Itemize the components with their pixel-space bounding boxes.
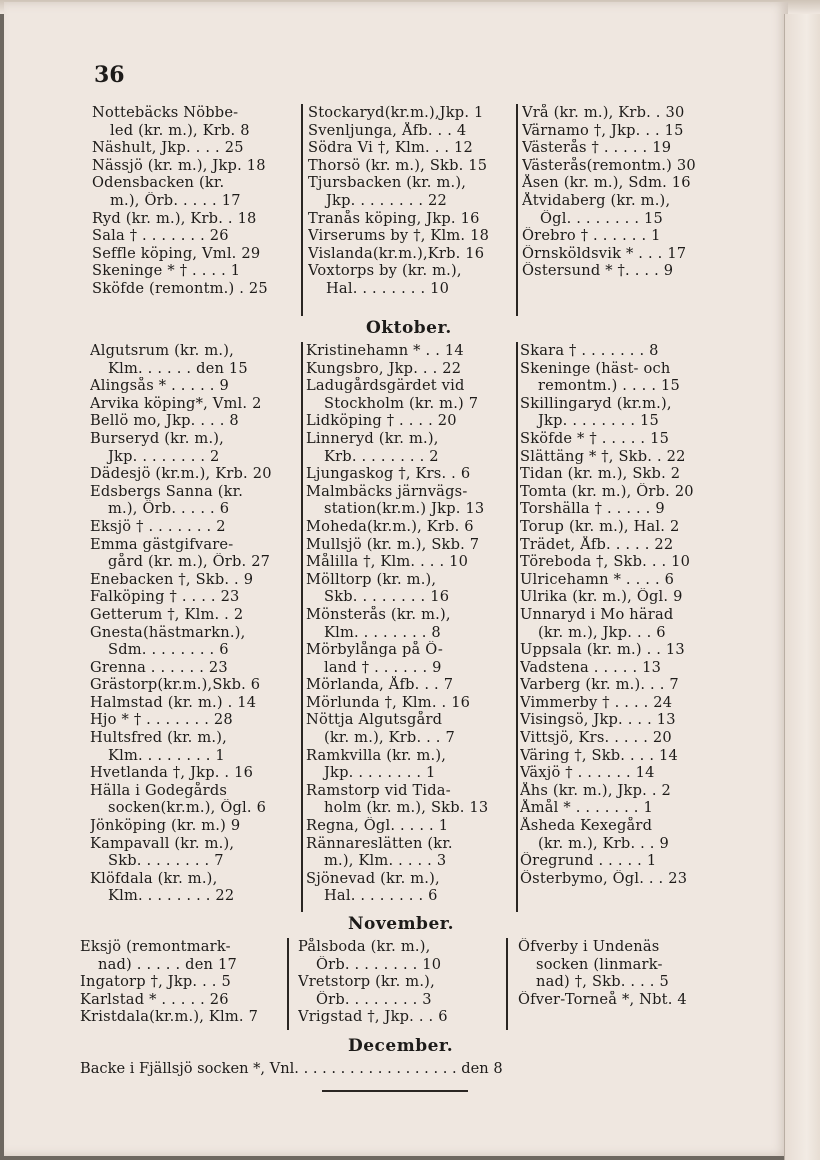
list-item: Hvetlanda †, Jkp. . 16 [90, 764, 254, 782]
list-item: Åmål * . . . . . . . 1 [520, 799, 653, 817]
column-divider [506, 938, 508, 1030]
list-item: Torshälla † . . . . . 9 [520, 500, 665, 518]
list-item: Tjursbacken (kr. m.), [308, 174, 467, 192]
month-heading-oktober: Oktober. [366, 318, 452, 338]
list-item: Ramkvilla (kr. m.), [306, 746, 447, 764]
list-item: Skb. . . . . . . . 16 [324, 588, 450, 606]
column-divider [287, 938, 289, 1030]
list-item: Örb. . . . . . . . 3 [316, 990, 432, 1008]
list-item: Ramstorp vid Tida- [306, 781, 451, 799]
list-item: gård (kr. m.), Örb. 27 [108, 553, 271, 571]
list-item: Enebacken †, Skb. . 9 [90, 570, 254, 588]
list-item: Jkp. . . . . . . . 1 [324, 764, 436, 782]
list-item: Mörbylånga på Ö- [306, 641, 444, 659]
closing-rule [322, 1090, 468, 1092]
column-divider [301, 342, 303, 912]
list-item: station(kr.m.) Jkp. 13 [324, 500, 485, 518]
list-item: Seffle köping, Vml. 29 [92, 244, 261, 262]
list-item: Åsen (kr. m.), Sdm. 16 [522, 174, 691, 192]
list-item: Jkp. . . . . . . . 15 [538, 412, 660, 430]
list-item: Värnamo †, Jkp. . . 15 [522, 121, 684, 139]
list-item: Åtvidaberg (kr. m.), [522, 191, 671, 209]
list-item: Slättäng * †, Skb. . 22 [520, 447, 686, 465]
page-edge [784, 14, 820, 1160]
list-item: Tidan (kr. m.), Skb. 2 [520, 465, 681, 483]
list-item: Ryd (kr. m.), Krb. . 18 [92, 209, 257, 227]
list-item: Mörlunda †, Klm. . 16 [306, 693, 471, 711]
list-item: Eksjö † . . . . . . . 2 [90, 517, 226, 535]
list-item: Mölltorp (kr. m.), [306, 570, 437, 588]
section-oktober [90, 342, 740, 912]
section-september [92, 104, 742, 316]
list-item: Varberg (kr. m.). . . 7 [520, 676, 679, 694]
list-item: Kristdala(kr.m.), Klm. 7 [80, 1008, 259, 1026]
list-item: Lidköping † . . . . 20 [306, 412, 457, 430]
column-3 [522, 104, 732, 280]
column-divider [301, 104, 303, 316]
list-item: Sdm. . . . . . . . 6 [108, 641, 229, 659]
month-heading-december: December. [348, 1036, 454, 1056]
list-item: Västerås(remontm.) 30 [522, 156, 696, 174]
list-item: Algutsrum (kr. m.), [90, 342, 234, 359]
list-item: Getterum †, Klm. . 2 [90, 605, 244, 623]
list-item: m.), Örb. . . . . 17 [110, 191, 241, 209]
list-item: Emma gästgifvare- [90, 535, 234, 553]
list-item: Klm. . . . . . . . 22 [108, 887, 235, 905]
list-item: Nässjö (kr. m.), Jkp. 18 [92, 156, 266, 174]
list-item: Ladugårdsgärdet vid [306, 377, 465, 395]
column-1 [92, 104, 298, 298]
list-item: Skeninge (häst- och [520, 359, 671, 377]
list-item: nad) . . . . . den 17 [98, 955, 237, 973]
list-item: Edsbergs Sanna (kr. [90, 482, 244, 500]
list-item: Eksjö (remontmark- [80, 938, 231, 955]
list-item: Västerås † . . . . . 19 [522, 139, 672, 157]
list-item: holm (kr. m.), Skb. 13 [324, 799, 489, 817]
list-item: Åsheda Kexegård [520, 817, 653, 835]
list-item: remontm.) . . . . 15 [538, 377, 680, 395]
list-item: Voxtorps by (kr. m.), [308, 262, 462, 280]
list-item: Skeninge * † . . . . 1 [92, 262, 241, 280]
list-item: Stockholm (kr. m.) 7 [324, 394, 479, 412]
list-item: Målilla †, Klm. . . . 10 [306, 553, 469, 571]
list-item: Unnaryd i Mo härad [520, 605, 674, 623]
list-item: Sköfde (remontm.) . 25 [92, 279, 268, 297]
list-item: Sala † . . . . . . . 26 [92, 227, 229, 245]
list-item: Örebro † . . . . . . 1 [522, 227, 661, 245]
list-item: Visingsö, Jkp. . . . 13 [520, 711, 676, 729]
list-item: Växjö † . . . . . . 14 [520, 764, 655, 782]
list-item: Öfver-Torneå *, Nbt. 4 [518, 990, 687, 1008]
list-item: socken(kr.m.), Ögl. 6 [108, 799, 267, 817]
list-item: Åhs (kr. m.), Jkp. . 2 [520, 781, 671, 799]
page-number: 36 [94, 62, 125, 88]
list-item: Nöttja Algutsgård [306, 711, 443, 729]
list-item: m.), Klm. . . . . 3 [324, 852, 447, 870]
list-item: Grästorp(kr.m.),Skb. 6 [90, 676, 261, 694]
list-item: Nottebäcks Nöbbe- [92, 104, 239, 121]
column-3 [520, 342, 730, 887]
list-item: Arvika köping*, Vml. 2 [90, 394, 262, 412]
december-entry: Backe i Fjällsjö socken *, Vnl. . . . . . . . . . . . . . . . . . den 8 [80, 1060, 503, 1077]
list-item: Tranås köping, Jkp. 16 [308, 209, 480, 227]
month-heading-november: November. [348, 914, 455, 934]
list-item: Virserums by †, Klm. 18 [308, 227, 490, 245]
list-item: land † . . . . . . 9 [324, 658, 442, 676]
list-item: (kr. m.), Jkp. . . 6 [538, 623, 666, 641]
list-item: Näshult, Jkp. . . . 25 [92, 139, 244, 157]
list-item: Vrigstad †, Jkp. . . 6 [298, 1008, 448, 1026]
list-item: Mullsjö (kr. m.), Skb. 7 [306, 535, 480, 553]
list-item: Thorsö (kr. m.), Skb. 15 [308, 156, 488, 174]
section-november [80, 938, 740, 1030]
column-2 [298, 938, 504, 1026]
list-item: Vadstena . . . . . 13 [520, 658, 662, 676]
list-item: led (kr. m.), Krb. 8 [110, 121, 250, 139]
list-item: Dädesjö (kr.m.), Krb. 20 [90, 465, 272, 483]
list-item: Trädet, Åfb. . . . . 22 [520, 535, 674, 553]
list-item: Öfverby i Undenäs [518, 938, 660, 955]
column-divider [516, 104, 518, 316]
column-2 [306, 342, 512, 905]
list-item: Regna, Ögl. . . . . 1 [306, 817, 449, 835]
column-divider [516, 342, 518, 912]
list-item: Klöfdala (kr. m.), [90, 869, 218, 887]
column-1 [80, 938, 286, 1026]
list-item: Ulricehamn * . . . . 6 [520, 570, 675, 588]
list-item: Krb. . . . . . . . 2 [324, 447, 439, 465]
list-item: (kr. m.), Krb. . . 7 [324, 729, 455, 747]
list-item: Ulrika (kr. m.), Ögl. 9 [520, 588, 683, 606]
list-item: Klm. . . . . . . . 8 [324, 623, 441, 641]
list-item: Sköfde * † . . . . . 15 [520, 429, 670, 447]
list-item: Sjönevad (kr. m.), [306, 869, 440, 887]
list-item: Jönköping (kr. m.) 9 [90, 817, 241, 835]
list-item: Halmstad (kr. m.) . 14 [90, 693, 257, 711]
list-item: Örb. . . . . . . . 10 [316, 955, 442, 973]
list-item: Linneryd (kr. m.), [306, 429, 439, 447]
list-item: Torup (kr. m.), Hal. 2 [520, 517, 680, 535]
list-item: Jkp. . . . . . . . 22 [326, 191, 448, 209]
list-item: Ljungaskog †, Krs. . 6 [306, 465, 471, 483]
list-item: Skillingaryd (kr.m.), [520, 394, 672, 412]
list-item: Vrå (kr. m.), Krb. . 30 [522, 104, 685, 121]
list-item: Töreboda †, Skb. . . 10 [520, 553, 691, 571]
list-item: Alingsås * . . . . . 9 [90, 377, 229, 395]
list-item: Tomta (kr. m.), Örb. 20 [520, 482, 694, 500]
list-item: Falköping † . . . . 23 [90, 588, 240, 606]
list-item: Östersund * †. . . . 9 [522, 262, 674, 280]
list-item: Stockaryd(kr.m.),Jkp. 1 [308, 104, 484, 121]
list-item: Skara † . . . . . . . 8 [520, 342, 659, 359]
list-item: Grenna . . . . . . 23 [90, 658, 228, 676]
list-item: Kristinehamn * . . 14 [306, 342, 464, 359]
list-item: Skb. . . . . . . . 7 [108, 852, 224, 870]
list-item: Hälla i Godegårds [90, 781, 228, 799]
column-3 [518, 938, 728, 1008]
list-item: Karlstad * . . . . . 26 [80, 990, 229, 1008]
list-item: m.), Örb. . . . . 6 [108, 500, 230, 518]
list-item: Klm. . . . . . . . 1 [108, 746, 225, 764]
list-item: Ingatorp †, Jkp. . . 5 [80, 973, 231, 991]
column-2 [308, 104, 514, 298]
list-item: Malmbäcks järnvägs- [306, 482, 468, 500]
list-item: Burseryd (kr. m.), [90, 429, 225, 447]
list-item: Jkp. . . . . . . . 2 [108, 447, 220, 465]
list-item: Hal. . . . . . . . 10 [326, 279, 450, 297]
list-item: Vislanda(kr.m.),Krb. 16 [308, 244, 485, 262]
list-item: Rännareslätten (kr. [306, 834, 453, 852]
list-item: socken (linmark- [536, 955, 663, 973]
column-1 [90, 342, 296, 905]
list-item: Mörlanda, Åfb. . . 7 [306, 676, 454, 694]
list-item: Odensbacken (kr. [92, 174, 225, 192]
list-item: nad) †, Skb. . . . 5 [536, 973, 669, 991]
list-item: Hjo * † . . . . . . . 28 [90, 711, 233, 729]
list-item: Vretstorp (kr. m.), [298, 973, 435, 991]
list-item: Pålsboda (kr. m.), [298, 938, 431, 955]
list-item: Vittsjö, Krs. . . . . 20 [520, 729, 672, 747]
list-item: Mönsterås (kr. m.), [306, 605, 451, 623]
list-item: Kungsbro, Jkp. . . 22 [306, 359, 462, 377]
list-item: Moheda(kr.m.), Krb. 6 [306, 517, 474, 535]
list-item: Hal. . . . . . . . 6 [324, 887, 438, 905]
list-item: Kampavall (kr. m.), [90, 834, 235, 852]
list-item: Örnsköldsvik * . . . 17 [522, 244, 687, 262]
list-item: Hultsfred (kr. m.), [90, 729, 227, 747]
list-item: Österbymo, Ögl. . . 23 [520, 869, 688, 887]
list-item: Ögl. . . . . . . . 15 [540, 209, 663, 227]
list-item: Öregrund . . . . . 1 [520, 852, 657, 870]
list-item: Uppsala (kr. m.) . . 13 [520, 641, 685, 659]
list-item: Gnesta(hästmarkn.), [90, 623, 246, 641]
list-item: Bellö mo, Jkp. . . . 8 [90, 412, 239, 430]
list-item: (kr. m.), Krb. . . 9 [538, 834, 669, 852]
list-item: Södra Vi †, Klm. . . 12 [308, 139, 474, 157]
list-item: Svenljunga, Åfb. . . 4 [308, 121, 467, 139]
list-item: Väring †, Skb. . . . 14 [520, 746, 678, 764]
list-item: Klm. . . . . . den 15 [108, 359, 248, 377]
list-item: Vimmerby † . . . . 24 [520, 693, 673, 711]
